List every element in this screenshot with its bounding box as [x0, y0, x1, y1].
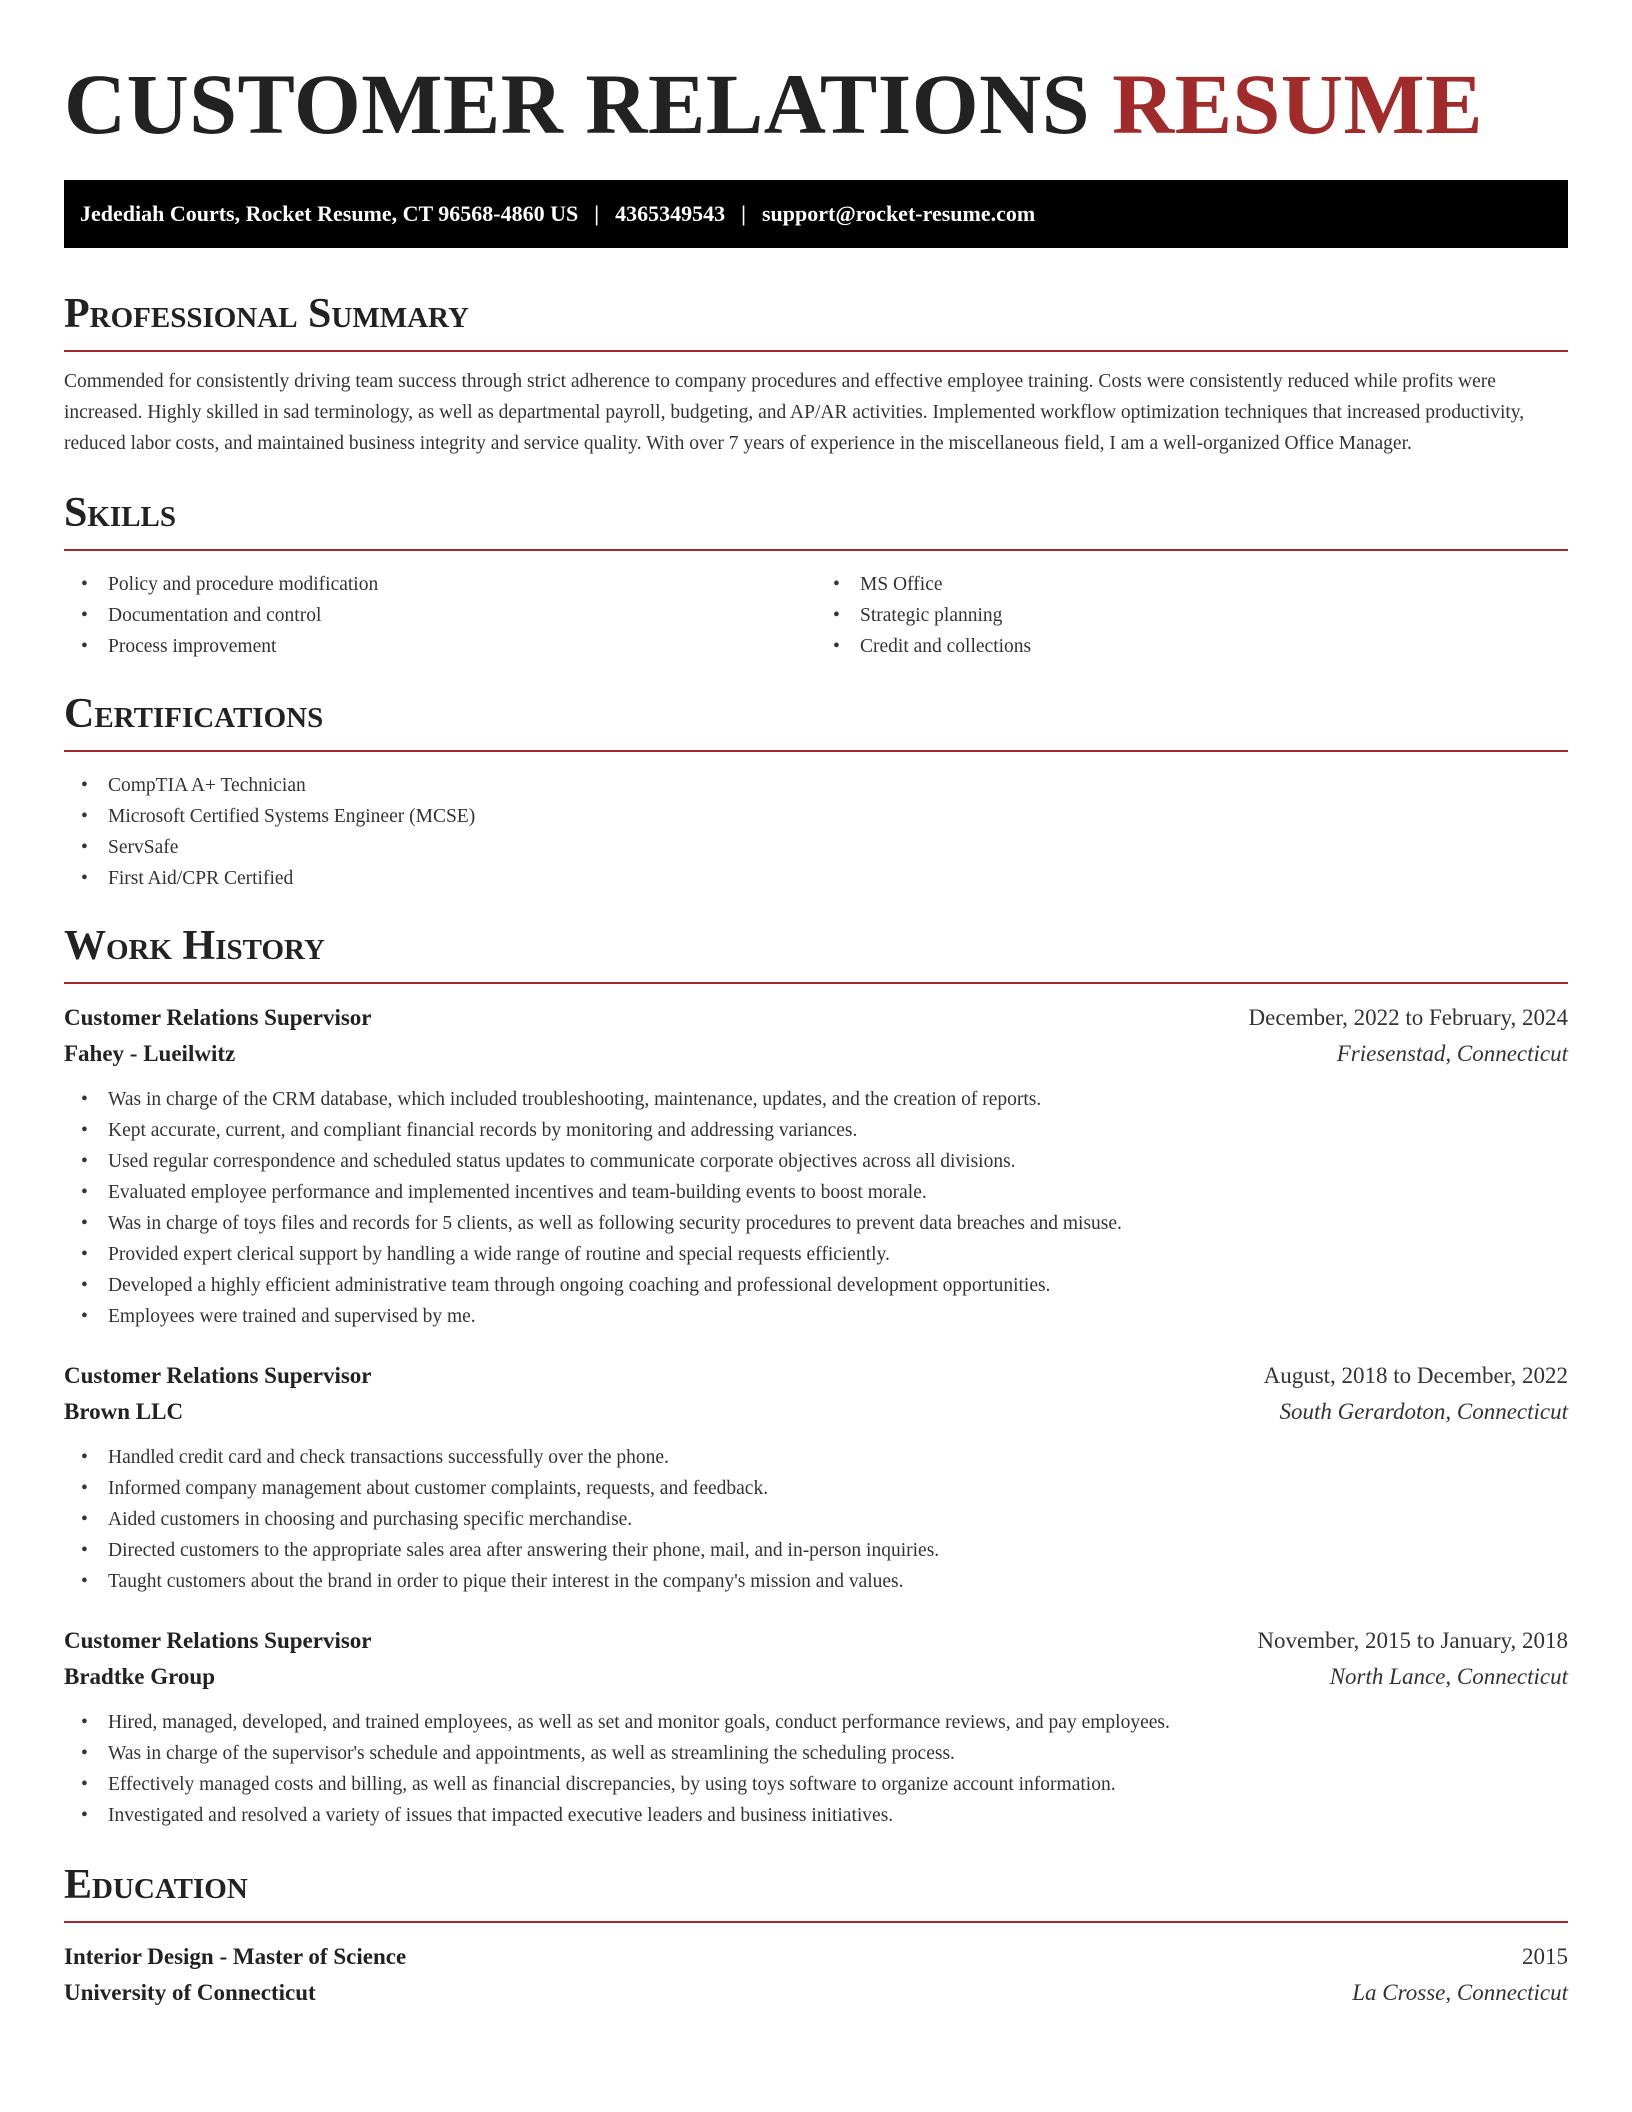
- list-item: • Aided customers in choosing and purchasing specific merchandise.: [81, 1509, 633, 1530]
- list-item: • First Aid/CPR Certified: [81, 868, 294, 889]
- list-item: • Informed company management about customer complaints, requests, and feedback.: [81, 1478, 769, 1499]
- list-item: • Handled credit card and check transactions successfully over the phone.: [81, 1447, 669, 1468]
- list-item: • Policy and procedure modification: [81, 574, 379, 595]
- education-location: La Crosse, Connecticut: [1352, 1980, 1568, 2005]
- job-header-row: [64, 1623, 1568, 1659]
- contact-bar: [64, 180, 1568, 248]
- list-item: • Credit and collections: [833, 636, 1032, 657]
- education-year: 2015: [1522, 1944, 1568, 1969]
- contact-address: Jedediah Courts, Rocket Resume, CT 96568-4860 US: [80, 201, 579, 226]
- education-school-row: [64, 1975, 1568, 2011]
- list-item: • Employees were trained and supervised by me.: [81, 1306, 476, 1327]
- title-accent: RESUME: [1112, 56, 1484, 152]
- list-item: • Was in charge of the CRM database, which included troubleshooting, maintenance, updates, and the creation of reports.: [81, 1089, 1042, 1110]
- list-item: • Microsoft Certified Systems Engineer (MCSE): [81, 806, 476, 827]
- job-company: Bradtke Group: [64, 1664, 216, 1689]
- list-item: • Documentation and control: [81, 605, 322, 626]
- summary-text: Commended for consistently driving team success through strict adherence to company procedures and effective employee training. Costs were consistently reduced while profits were increased. Highly skilled in sad terminology, as well as departmental payroll, budgeting, and AP/AR activities. Implemented workflow optimization techniques that increased productivity, reduced labor costs, and maintained business integrity and service quality. With over 7 years of experience in the miscellaneous field, I am a well-organized Office Manager.: [64, 371, 1525, 454]
- summary-heading: Professional Summary: [64, 290, 1568, 352]
- job-location: North Lance, Connecticut: [1329, 1664, 1568, 1689]
- contact-phone[interactable]: 4365349543: [615, 201, 726, 226]
- list-item: • Taught customers about the brand in order to pique their interest in the company's mission and values.: [81, 1571, 904, 1592]
- title-main: CUSTOMER RELATIONS: [64, 56, 1091, 152]
- education-degree-row: [64, 1939, 1568, 1975]
- job-bullets: [64, 1442, 1568, 1597]
- certifications-heading: Certifications: [64, 690, 1568, 752]
- skills-grid: [64, 569, 1568, 662]
- job-company: Brown LLC: [64, 1399, 184, 1424]
- education-degree: Interior Design - Master of Science: [64, 1944, 407, 1969]
- job-location: South Gerardoton, Connecticut: [1279, 1399, 1568, 1424]
- job-company-row: [64, 1036, 1568, 1072]
- list-item: • Kept accurate, current, and compliant financial records by monitoring and addressing variances.: [81, 1120, 858, 1141]
- job-header-row: [64, 1000, 1568, 1036]
- list-item: • Hired, managed, developed, and trained employees, as well as set and monitor goals, conduct performance reviews, and pay employees.: [81, 1712, 1170, 1733]
- list-item: • Was in charge of the supervisor's schedule and appointments, as well as streamlining the scheduling process.: [81, 1743, 955, 1764]
- list-item: • Used regular correspondence and scheduled status updates to communicate corporate objectives across all divisions.: [81, 1151, 1016, 1172]
- work-history-heading: Work History: [64, 922, 1568, 984]
- education-school: University of Connecticut: [64, 1980, 316, 2005]
- skills-left-list: [64, 569, 816, 662]
- job-entry: [64, 1358, 1568, 1597]
- list-item: • Strategic planning: [833, 605, 1003, 626]
- job-company-row: [64, 1659, 1568, 1695]
- job-role: Customer Relations Supervisor: [64, 1363, 372, 1388]
- job-dates: November, 2015 to January, 2018: [1257, 1628, 1568, 1653]
- contact-separator: |: [594, 201, 600, 226]
- list-item: • CompTIA A+ Technician: [81, 775, 306, 796]
- list-item: • Directed customers to the appropriate sales area after answering their phone, mail, and in-person inquiries.: [81, 1540, 940, 1561]
- job-bullets: [64, 1707, 1568, 1831]
- certifications-list: [64, 770, 1568, 894]
- education-heading: Education: [64, 1861, 1568, 1923]
- skills-section: [64, 489, 1568, 662]
- job-dates: December, 2022 to February, 2024: [1248, 1005, 1568, 1030]
- education-section: [64, 1861, 1568, 2011]
- list-item: • MS Office: [833, 574, 943, 595]
- job-bullets: [64, 1084, 1568, 1332]
- job-entry: [64, 1000, 1568, 1332]
- skills-right-list: [816, 569, 1568, 662]
- list-item: • Was in charge of toys files and records for 5 clients, as well as following security procedures to prevent data breaches and misuse.: [81, 1213, 1122, 1234]
- list-item: • Investigated and resolved a variety of issues that impacted executive leaders and business initiatives.: [81, 1805, 894, 1826]
- list-item: • ServSafe: [81, 837, 179, 858]
- contact-email[interactable]: support@rocket-resume.com: [761, 201, 1036, 226]
- job-role: Customer Relations Supervisor: [64, 1005, 372, 1030]
- work-history-section: [64, 922, 1568, 1831]
- list-item: • Process improvement: [81, 636, 277, 657]
- skills-heading: Skills: [64, 489, 1568, 551]
- education-entry: [64, 1939, 1568, 2011]
- certifications-section: [64, 690, 1568, 894]
- list-item: • Effectively managed costs and billing, as well as financial discrepancies, by using toys software to organize account information.: [81, 1774, 1116, 1795]
- job-location: Friesenstad, Connecticut: [1336, 1041, 1568, 1066]
- job-company: Fahey - Lueilwitz: [64, 1041, 236, 1066]
- resume-title: [64, 58, 1568, 150]
- job-role: Customer Relations Supervisor: [64, 1628, 372, 1653]
- list-item: • Provided expert clerical support by handling a wide range of routine and special requests efficiently.: [81, 1244, 890, 1265]
- job-header-row: [64, 1358, 1568, 1394]
- summary-section: [64, 290, 1568, 459]
- job-entry: [64, 1623, 1568, 1831]
- contact-separator: |: [741, 201, 746, 226]
- job-company-row: [64, 1394, 1568, 1430]
- job-dates: August, 2018 to December, 2022: [1263, 1363, 1568, 1388]
- list-item: • Developed a highly efficient administrative team through ongoing coaching and professional development opportunities.: [81, 1275, 1051, 1296]
- list-item: • Evaluated employee performance and implemented incentives and team-building events to boost morale.: [81, 1182, 927, 1203]
